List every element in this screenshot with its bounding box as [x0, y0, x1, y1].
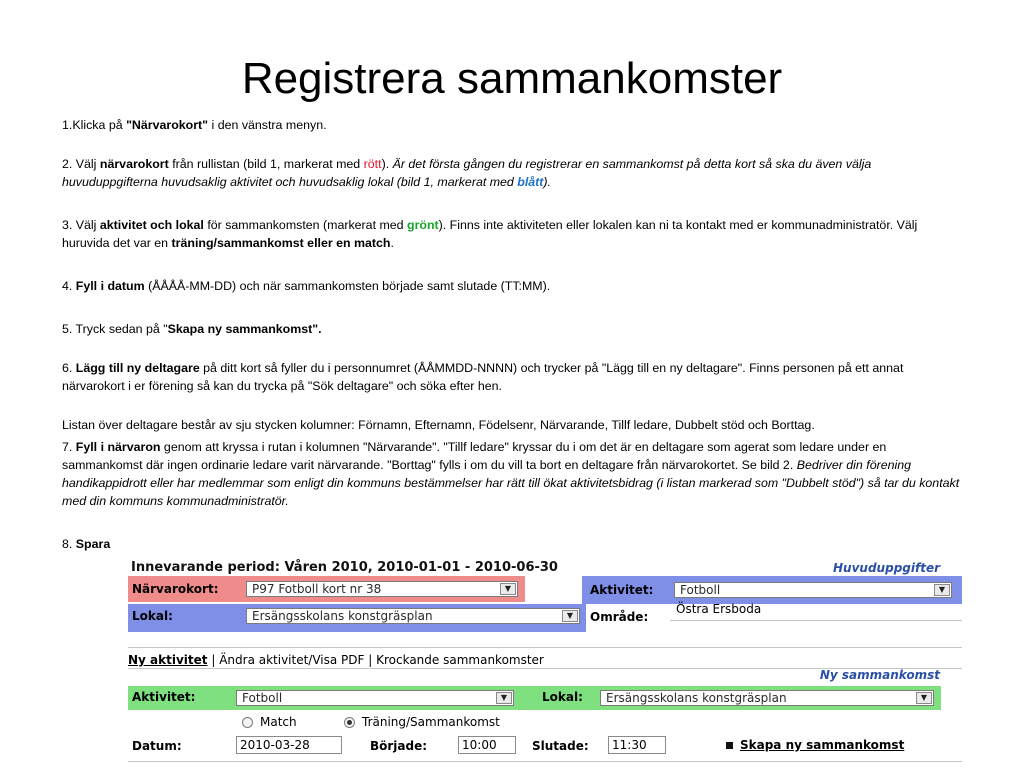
huvuduppgifter-link[interactable]: Huvuduppgifter	[833, 561, 940, 575]
chevron-down-icon: ▼	[500, 583, 516, 595]
page-title: Registrera sammankomster	[241, 54, 783, 103]
aktivitet-label: Aktivitet:	[590, 583, 654, 597]
chevron-down-icon: ▼	[916, 692, 932, 704]
slutade-label: Slutade:	[532, 739, 589, 753]
borjade-label: Började:	[370, 739, 428, 753]
step-1: 1.Klicka på "Närvarokort" i den vänstra menyn.	[62, 118, 327, 132]
match-radio-label: Match	[260, 715, 297, 729]
omrade-value: Östra Ersboda	[676, 602, 762, 616]
aktivitet2-label: Aktivitet:	[132, 690, 196, 704]
ny-aktivitet-link[interactable]: Ny aktivitet	[128, 653, 208, 667]
step-7: 7. Fyll i närvaron genom att kryssa i rutan i kolumnen "Närvarande". "Tillf ledare" kryssar du i om det är en deltagare som agerat som ledare under en sammankomst där ingen ordinarie ledare varit närvarande. "Borttag" fylls i om du vill ta bort en deltagare från närvarokortet. Se bild 2. Bedriver din förening handikappidrott eller har medlemmar som enligt din kommuns bestämmelser har rätt till ökat aktivitetsbidrag (i listan markerad som "Dubbelt stöd") så tar du kontakt med din kommuns kommunadministratör.	[62, 440, 960, 508]
skapa-ny-sammankomst-link[interactable]: Skapa ny sammankomst	[740, 738, 905, 752]
step-5: 5. Tryck sedan på "Skapa ny sammankomst".	[62, 322, 322, 336]
datum-input[interactable]: 2010-03-28	[236, 736, 342, 754]
chevron-down-icon: ▼	[934, 584, 950, 596]
participant-list-info: Listan över deltagare består av sju stycken kolumner: Förnamn, Efternamn, Födelsenr, Närvarande, Tillf ledare, Dubbelt stöd och Borttag.	[62, 418, 815, 432]
step-8: 8. Spara	[62, 537, 111, 551]
slutade-input[interactable]: 11:30	[608, 736, 666, 754]
datum-label: Datum:	[132, 739, 182, 753]
period-label: Innevarande period: Våren 2010, 2010-01-01 - 2010-06-30	[131, 560, 558, 575]
action-links: Ny aktivitet | Ändra aktivitet/Visa PDF | Krockande sammankomster	[128, 653, 544, 667]
lokal-select[interactable]: Ersängsskolans konstgräsplan ▼	[246, 608, 580, 624]
lokal-label: Lokal:	[132, 609, 173, 623]
screenshot-attendance-form	[128, 558, 962, 768]
traning-radio[interactable]	[344, 717, 355, 728]
krockande-link[interactable]: Krockande sammankomster	[376, 653, 544, 667]
aktivitet2-select[interactable]: Fotboll ▼	[236, 690, 514, 706]
borjade-input[interactable]: 10:00	[458, 736, 516, 754]
lokal2-label: Lokal:	[542, 690, 583, 704]
step-3: 3. Välj aktivitet och lokal för sammankomsten (markerat med grönt). Finns inte aktiviteten eller lokalen kan ni ta kontakt med er kommunadministratör. Välj huruvida det var en träning/sammankomst eller en match.	[62, 218, 918, 250]
narvarokort-select[interactable]: P97 Fotboll kort nr 38 ▼	[246, 581, 518, 597]
chevron-down-icon: ▼	[496, 692, 512, 704]
step-2: 2. Välj närvarokort från rullistan (bild 1, markerat med rött). Är det första gången du registrerar en sammankomst på detta kort så ska du även välja huvuduppgifterna huvudsaklig aktivitet och huvudsaklig lokal (bild 1, markerat med blått).	[62, 157, 872, 189]
andra-aktivitet-link[interactable]: Ändra aktivitet/Visa PDF	[219, 653, 365, 667]
step-4: 4. Fyll i datum (ÅÅÅÅ-MM-DD) och när sammankomsten började samt slutade (TT:MM).	[62, 279, 551, 293]
match-radio[interactable]	[242, 717, 253, 728]
traning-radio-label: Träning/Sammankomst	[362, 715, 500, 729]
lokal2-select[interactable]: Ersängsskolans konstgräsplan ▼	[600, 690, 934, 706]
ny-sammankomst-heading: Ny sammankomst	[819, 668, 940, 682]
omrade-label: Område:	[590, 610, 649, 624]
step-6: 6. Lägg till ny deltagare på ditt kort så fyller du i personnumret (ÅÅMMDD-NNNN) och trycker på "Lägg till en ny deltagare". Finns personen på ett annat närvarokort i er förening så kan du trycka på "Sök deltagare" och söka efter hen.	[62, 361, 904, 393]
bullet-icon	[726, 742, 733, 749]
aktivitet-select[interactable]: Fotboll ▼	[674, 582, 952, 598]
divider	[128, 761, 962, 762]
chevron-down-icon: ▼	[562, 610, 578, 622]
narvarokort-label: Närvarokort:	[132, 582, 219, 596]
divider	[128, 647, 962, 648]
divider	[670, 620, 962, 621]
